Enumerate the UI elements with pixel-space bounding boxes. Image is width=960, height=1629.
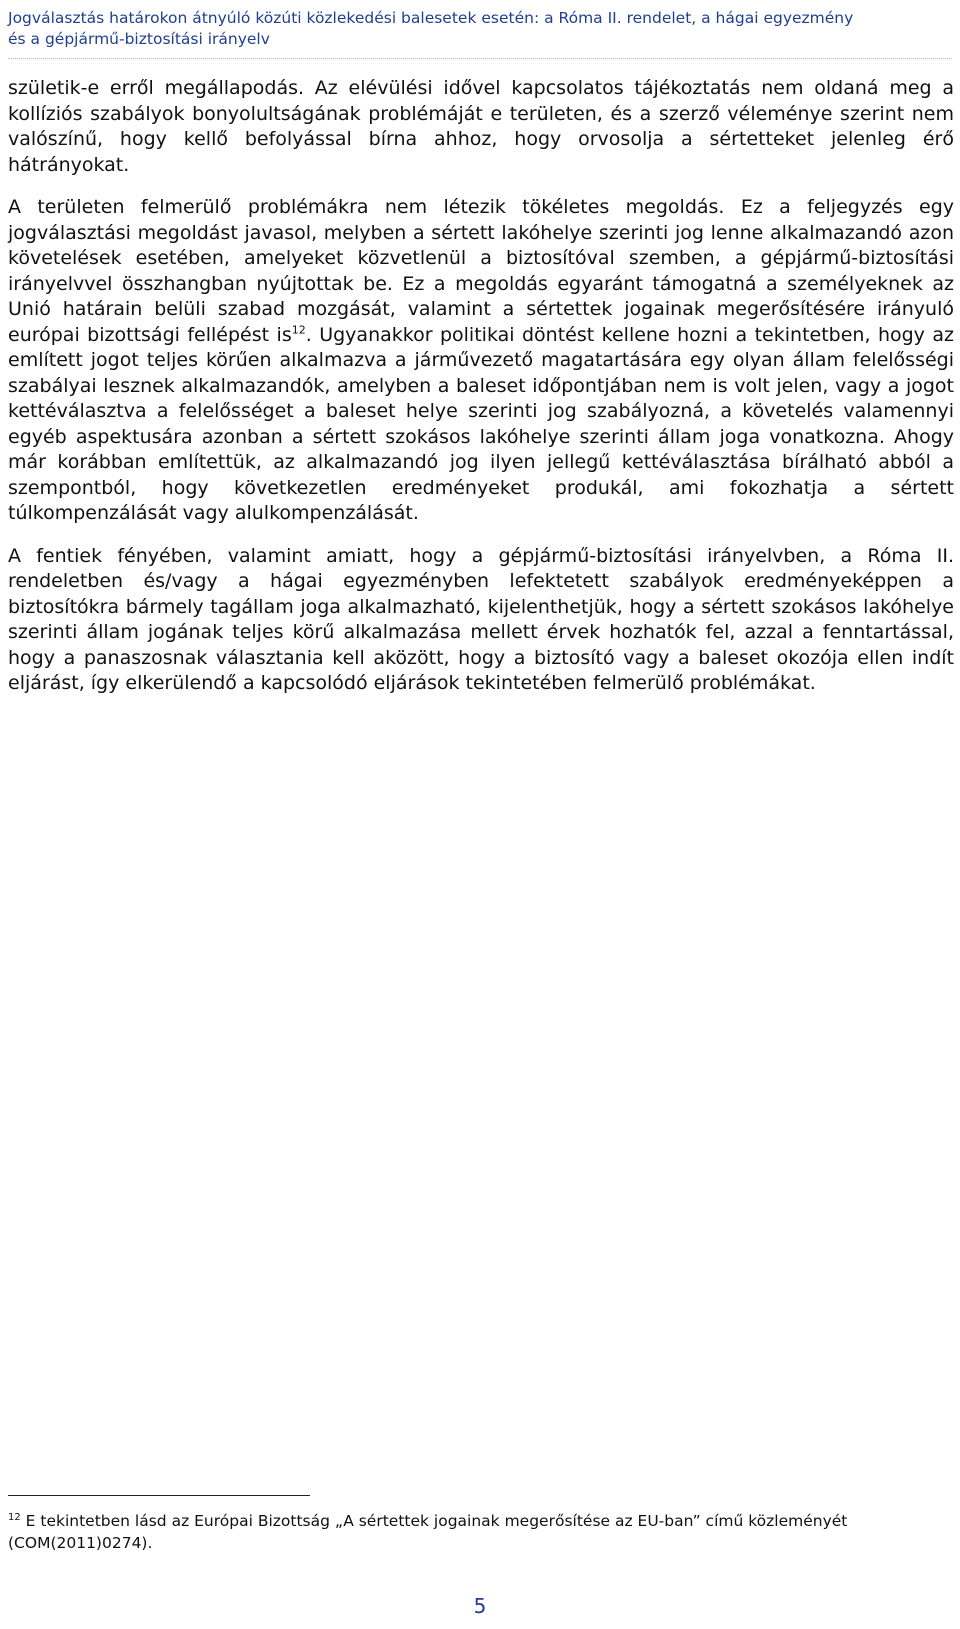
paragraph-2-part-b: . Ugyanakkor politikai döntést kellene hozni a tekintetben, hogy az említett jogot teljes körűen alkalmazva a járművezető magatartására egy olyan állam felelősségi szabályai lesznek alkalmazandók, amelyben a baleset időpontjában nem is volt jelen, vagy a jogot kettéválasztva a felelősséget a baleset helye szerinti jog szabályozná, a követelés valamennyi egyéb aspektusára azonban a sértett szokásos lakóhelye szerinti állam joga vonatkozna. Ahogy már korábban említettük, az alkalmazandó jog ilyen jellegű kettéválasztása bírálható abból a szempontból, hogy következetlen eredményeket produkál, ami fokozhatja a sértett túlkompenzálását vagy alulkompenzálását. [8,323,954,524]
document-body [8,76,954,714]
paragraph-2-part-a: A területen felmerülő problémákra nem létezik tökéletes megoldás. Ez a feljegyzés egy jogválasztási megoldást javasol, melyben a sértett lakóhelye szerinti jog lenne alkalmazandó azon követelések esetében, amelyeket közvetlenül a biztosítóval szemben, a gépjármű-biztosítási irányelvvel összhangban nyújtottak be. Ez a megoldás egyaránt támogatná a személyeknek az Unió határain belüli szabad mozgását, valamint a sértettek jogainak megerősítésére irányuló európai bizottsági fellépést is [8,196,954,346]
running-header [8,8,952,50]
footnote-text: E tekintetben lásd az Európai Bizottság „A sértettek jogainak megerősítése az EU-ban” című közleményét (COM(2011)0274). [8,1512,848,1552]
footnote-divider [8,1495,310,1496]
footnote [8,1510,952,1554]
footnote-number: 12 [8,1511,21,1523]
footnote-reference[interactable]: 12 [291,323,306,337]
page-number: 5 [473,1594,487,1618]
running-header-line-2: és a gépjármű-biztosítási irányelv [8,30,270,48]
paragraph-3: A fentiek fényében, valamint amiatt, hogy a gépjármű-biztosítási irányelvben, a Róma II. rendeletben és/vagy a hágai egyezményben lefektetett szabályok eredményeképpen a biztosítókra bármely tagállam joga alkalmazható, kijelenthetjük, hogy a sértett szokásos lakóhelye szerinti állam jogának teljes körű alkalmazása mellett érvek hozhatók fel, azzal a fenntartással, hogy a panaszosnak választania kell aközött, hogy a biztosító vagy a baleset okozója ellen indít eljárást, így elkerülendő a kapcsolódó eljárások tekintetében felmerülő problémákat. [8,544,954,694]
paragraph-2 [8,195,954,527]
paragraph-1: születik-e erről megállapodás. Az elévülési idővel kapcsolatos tájékoztatás nem oldaná meg a kollíziós szabályok bonyolultságának problémáját e területen, és a szerző véleménye szerint nem valószínű, hogy kellő befolyással bírna ahhoz, hogy orvosolja a sértetteket jelenleg érő hátrányokat. [8,77,954,176]
header-divider [8,58,952,59]
running-header-line-1: Jogválasztás határokon átnyúló közúti közlekedési balesetek esetén: a Róma II. rendelet, a hágai egyezmény [8,9,854,27]
